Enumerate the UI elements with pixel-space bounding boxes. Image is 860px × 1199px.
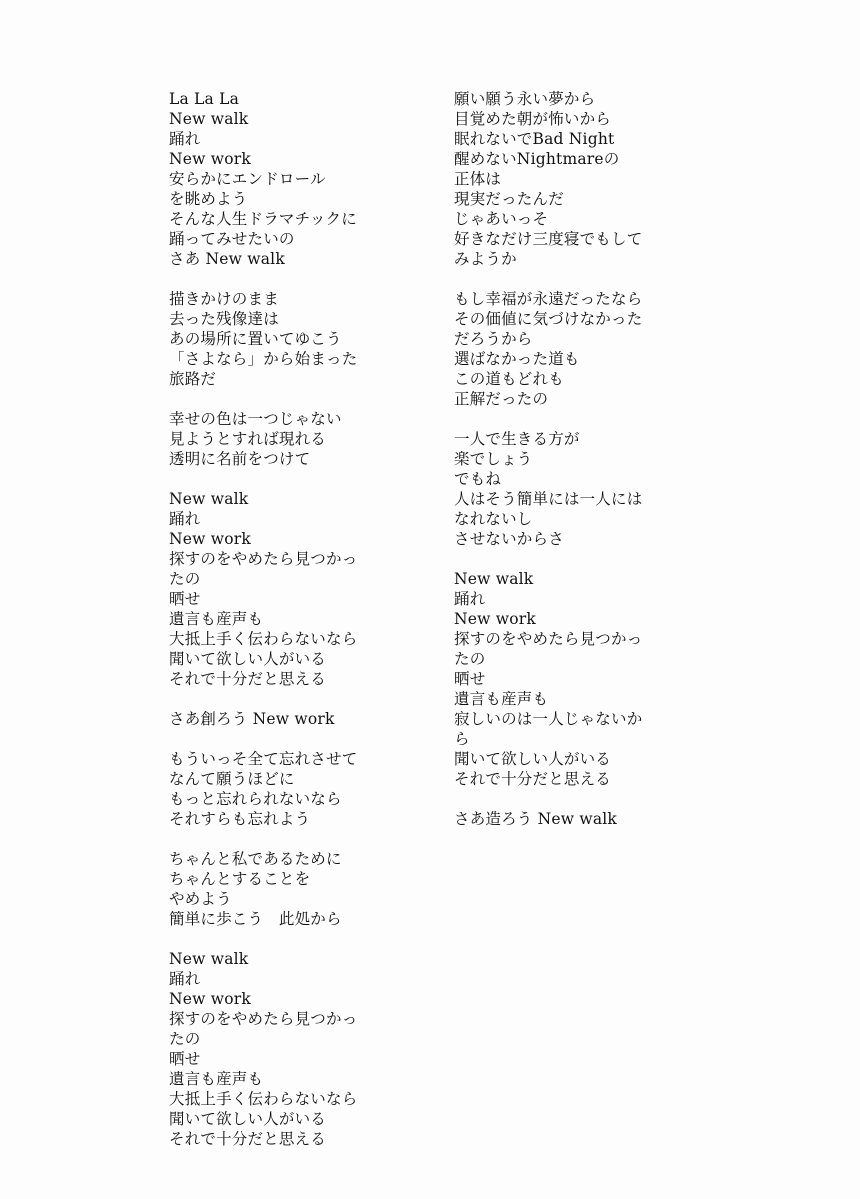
lyric-line: 踊れ <box>169 130 201 148</box>
lyric-stanza <box>454 89 724 269</box>
lyric-line: させないからさ <box>454 530 564 548</box>
lyric-line: 寂しいのは一人じゃないか <box>454 710 643 728</box>
lyric-line: 選ばなかった道も <box>454 350 580 368</box>
lyric-line: 目覚めた朝が怖いから <box>454 110 612 128</box>
lyric-line: それで十分だと思える <box>454 770 612 788</box>
lyric-line: 遺言も産声も <box>454 690 549 708</box>
lyric-line: 探すのをやめたら見つかっ <box>454 630 643 648</box>
lyrics-column-left <box>169 89 439 1169</box>
lyric-line: New work <box>169 530 251 548</box>
lyric-stanza <box>169 289 439 389</box>
lyric-line: 晒せ <box>454 670 486 688</box>
lyric-line: だろうから <box>454 330 533 348</box>
lyric-line: たの <box>169 1030 201 1048</box>
lyric-stanza <box>454 429 724 549</box>
lyric-line: 現実だったんだ <box>454 190 564 208</box>
lyric-stanza <box>169 409 439 469</box>
lyric-line: 正解だったの <box>454 390 549 408</box>
lyric-stanza <box>454 289 724 409</box>
lyric-line: 簡単に歩こう 此処から <box>169 910 342 928</box>
lyric-line: 醒めないNightmareの <box>454 150 620 168</box>
lyric-line: みようか <box>454 250 517 268</box>
lyric-line: を眺めよう <box>169 190 248 208</box>
lyric-line: 遺言も産声も <box>169 610 264 628</box>
lyric-line: 好きなだけ三度寝でもして <box>454 230 643 248</box>
lyric-line: 遺言も産声も <box>169 1070 264 1088</box>
lyric-line: 眠れないでBad Night <box>454 130 615 148</box>
lyric-line: それで十分だと思える <box>169 1130 327 1148</box>
lyric-line: 踊れ <box>169 510 201 528</box>
lyric-line: たの <box>454 650 486 668</box>
lyric-line: 探すのをやめたら見つかっ <box>169 550 358 568</box>
lyric-line: さあ創ろう New work <box>169 710 335 728</box>
lyric-line: 一人で生きる方が <box>454 430 580 448</box>
lyric-line: さあ造ろう New walk <box>454 810 618 828</box>
lyric-stanza <box>169 949 439 1149</box>
lyric-line: さあ New walk <box>169 250 285 268</box>
lyric-stanza <box>169 89 439 269</box>
lyric-line: もっと忘れられないなら <box>169 790 342 808</box>
lyric-line: La La La <box>169 90 240 108</box>
lyric-line: New walk <box>169 950 249 968</box>
lyric-stanza <box>454 569 724 789</box>
lyric-line: ちゃんとすることを <box>169 870 311 888</box>
lyric-line: そんな人生ドラマチックに <box>169 210 357 228</box>
lyric-line: 安らかにエンドロール <box>169 170 326 188</box>
lyric-line: 去った残像達は <box>169 310 279 328</box>
lyric-line: 踊ってみせたいの <box>169 230 295 248</box>
lyric-line: 大抵上手く伝わらないなら <box>169 1090 358 1108</box>
lyric-stanza <box>169 489 439 689</box>
lyric-line: 晒せ <box>169 590 201 608</box>
lyric-line: 聞いて欲しい人がいる <box>454 750 612 768</box>
lyric-line: この道もどれも <box>454 370 564 388</box>
lyric-line: その価値に気づけなかった <box>454 310 643 328</box>
lyric-line: もし幸福が永遠だったなら <box>454 290 643 308</box>
lyric-line: でもね <box>454 470 502 488</box>
lyric-line: なれないし <box>454 510 533 528</box>
lyric-line: 晒せ <box>169 1050 201 1068</box>
lyric-line: 見ようとすれば現れる <box>169 430 327 448</box>
lyric-line: 聞いて欲しい人がいる <box>169 1110 327 1128</box>
lyric-line: New work <box>169 990 251 1008</box>
lyric-line: じゃあいっそ <box>454 210 549 228</box>
lyric-line: ちゃんと私であるために <box>169 850 342 868</box>
lyric-line: あの場所に置いてゆこう <box>169 330 342 348</box>
lyric-line: New work <box>169 150 251 168</box>
lyric-line: 聞いて欲しい人がいる <box>169 650 327 668</box>
lyric-line: 幸せの色は一つじゃない <box>169 410 342 428</box>
lyric-line: やめよう <box>169 890 232 908</box>
lyrics-column-right <box>454 89 724 849</box>
lyric-line: 透明に名前をつけて <box>169 450 311 468</box>
lyric-line: New walk <box>454 570 534 588</box>
lyric-line: 探すのをやめたら見つかっ <box>169 1010 358 1028</box>
lyric-stanza <box>169 849 439 929</box>
lyric-stanza <box>454 809 724 829</box>
lyric-line: なんて願うほどに <box>169 770 295 788</box>
lyric-line: New walk <box>169 490 249 508</box>
lyric-line: 正体は <box>454 170 502 188</box>
lyric-line: 踊れ <box>169 970 201 988</box>
lyric-line: 楽でしょう <box>454 450 533 468</box>
lyric-line: 旅路だ <box>169 370 217 388</box>
lyric-line: 願い願う永い夢から <box>454 90 596 108</box>
lyric-line: もういっそ全て忘れさせて <box>169 750 358 768</box>
lyric-line: New walk <box>169 110 249 128</box>
lyric-line: 「さよなら」から始まった <box>169 350 358 368</box>
lyric-line: たの <box>169 570 201 588</box>
lyric-line: 踊れ <box>454 590 486 608</box>
lyric-line: 描きかけのまま <box>169 290 279 308</box>
lyric-line: それで十分だと思える <box>169 670 327 688</box>
lyric-stanza <box>169 709 439 729</box>
lyric-line: 大抵上手く伝わらないなら <box>169 630 358 648</box>
lyric-line: ら <box>454 730 470 748</box>
lyric-stanza <box>169 749 439 829</box>
lyric-line: 人はそう簡単には一人には <box>454 490 643 508</box>
lyric-line: New work <box>454 610 536 628</box>
lyric-line: それすらも忘れよう <box>169 810 311 828</box>
